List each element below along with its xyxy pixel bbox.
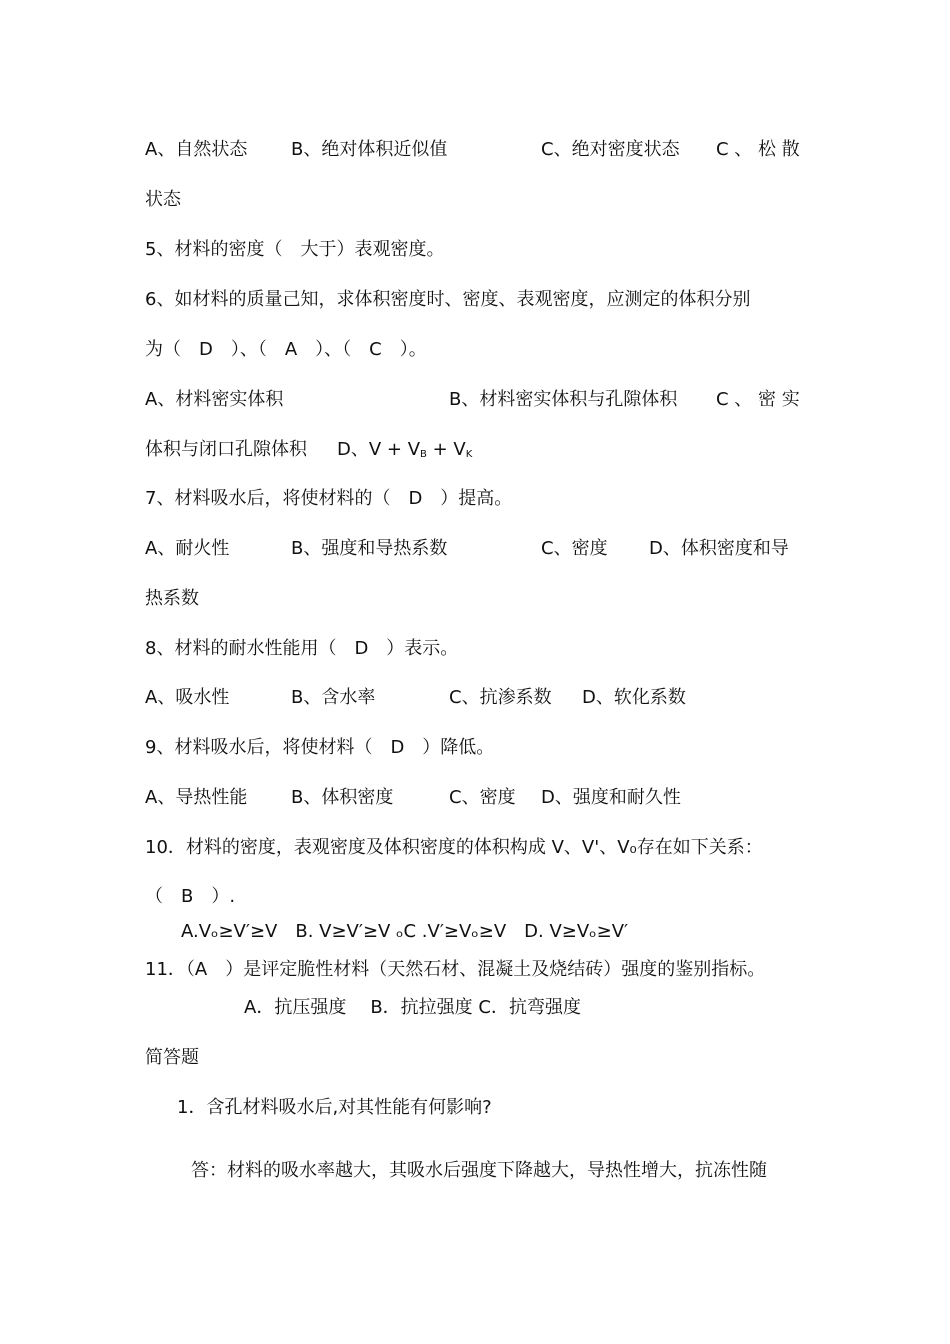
- option-a-8: A、吸水性: [145, 687, 230, 708]
- option-b-6: B、材料密实体积与孔隙体积: [449, 389, 678, 410]
- option-c-7: C、密度: [541, 538, 608, 559]
- option-bc-11: B．抗拉强度 C．抗弯强度: [370, 997, 581, 1018]
- option-d-8: D、软化系数: [582, 687, 686, 708]
- option-a-6: A、材料密实体积: [145, 389, 284, 410]
- option-b-7: B、强度和导热系数: [291, 538, 448, 559]
- question-6: 6、如材料的质量己知，求体积密度时、密度、表观密度，应测定的体积分别: [145, 289, 751, 310]
- option-c2: C 、 松 散: [716, 139, 800, 160]
- option-d-6-text: D、V + V: [337, 439, 421, 460]
- option-a-9: A、导热性能: [145, 787, 248, 808]
- subscript-k: K: [465, 449, 473, 460]
- option-c-8: C、抗渗系数: [449, 687, 552, 708]
- question-11-options: [244, 996, 581, 1020]
- option-d-7-continuation: 热系数: [145, 588, 199, 609]
- option-b: B、绝对体积近似值: [291, 139, 448, 160]
- question-10-options: A.Vₒ≥V′≥V B. V≥V′≥V ₒC .V′≥Vₒ≥V D. V≥Vₒ≥V′: [181, 921, 629, 942]
- short-answer-question-1: 1．含孔材料吸水后,对其性能有何影响?: [177, 1097, 492, 1118]
- question-11: 11．（A ）是评定脆性材料（天然石材、混凝土及烧结砖）强度的鉴别指标。: [145, 959, 766, 980]
- option-c-9: C、密度: [449, 787, 516, 808]
- option-d-9: D、强度和耐久性: [541, 787, 681, 808]
- option-c-6-continuation: [145, 438, 472, 467]
- option-c: C、绝对密度状态: [541, 139, 680, 160]
- question-10-answer: （ B ）.: [145, 886, 236, 907]
- options-line-4: [145, 138, 247, 162]
- option-a: A、自然状态: [145, 139, 248, 160]
- subscript-b: B: [420, 449, 427, 460]
- option-b-wrap: [291, 138, 447, 162]
- option-b-9: B、体积密度: [291, 787, 394, 808]
- option-a-11: A．抗压强度: [244, 997, 347, 1018]
- continuation-line: 状态: [145, 189, 181, 210]
- question-7: 7、材料吸水后，将使材料的（ D ）提高。: [145, 488, 513, 509]
- option-d-6-plus: + V: [426, 439, 466, 460]
- option-c2-wrap: [716, 138, 800, 162]
- question-5: 5、材料的密度（ 大于）表观密度。: [145, 239, 445, 260]
- question-10: 10．材料的密度，表观密度及体积密度的体积构成 V、V'、V₀存在如下关系：: [145, 837, 763, 858]
- option-b-8: B、含水率: [291, 687, 376, 708]
- option-c-wrap: [541, 138, 680, 162]
- option-c-6: C 、 密 实: [716, 389, 800, 410]
- option-c-6-text: 体积与闭口孔隙体积: [145, 439, 307, 460]
- question-9: 9、材料吸水后，将使材料（ D ）降低。: [145, 737, 495, 758]
- section-heading: 简答题: [145, 1047, 199, 1068]
- question-6-answers: 为（ D ）、（ A ）、（ C ）。: [145, 339, 427, 360]
- option-a-7: A、耐火性: [145, 538, 230, 559]
- question-8: 8、材料的耐水性能用（ D ）表示。: [145, 638, 459, 659]
- option-d-7: D、体积密度和导: [649, 538, 789, 559]
- short-answer-1-response: 答：材料的吸水率越大，其吸水后强度下降越大，导热性增大，抗冻性随: [191, 1160, 767, 1181]
